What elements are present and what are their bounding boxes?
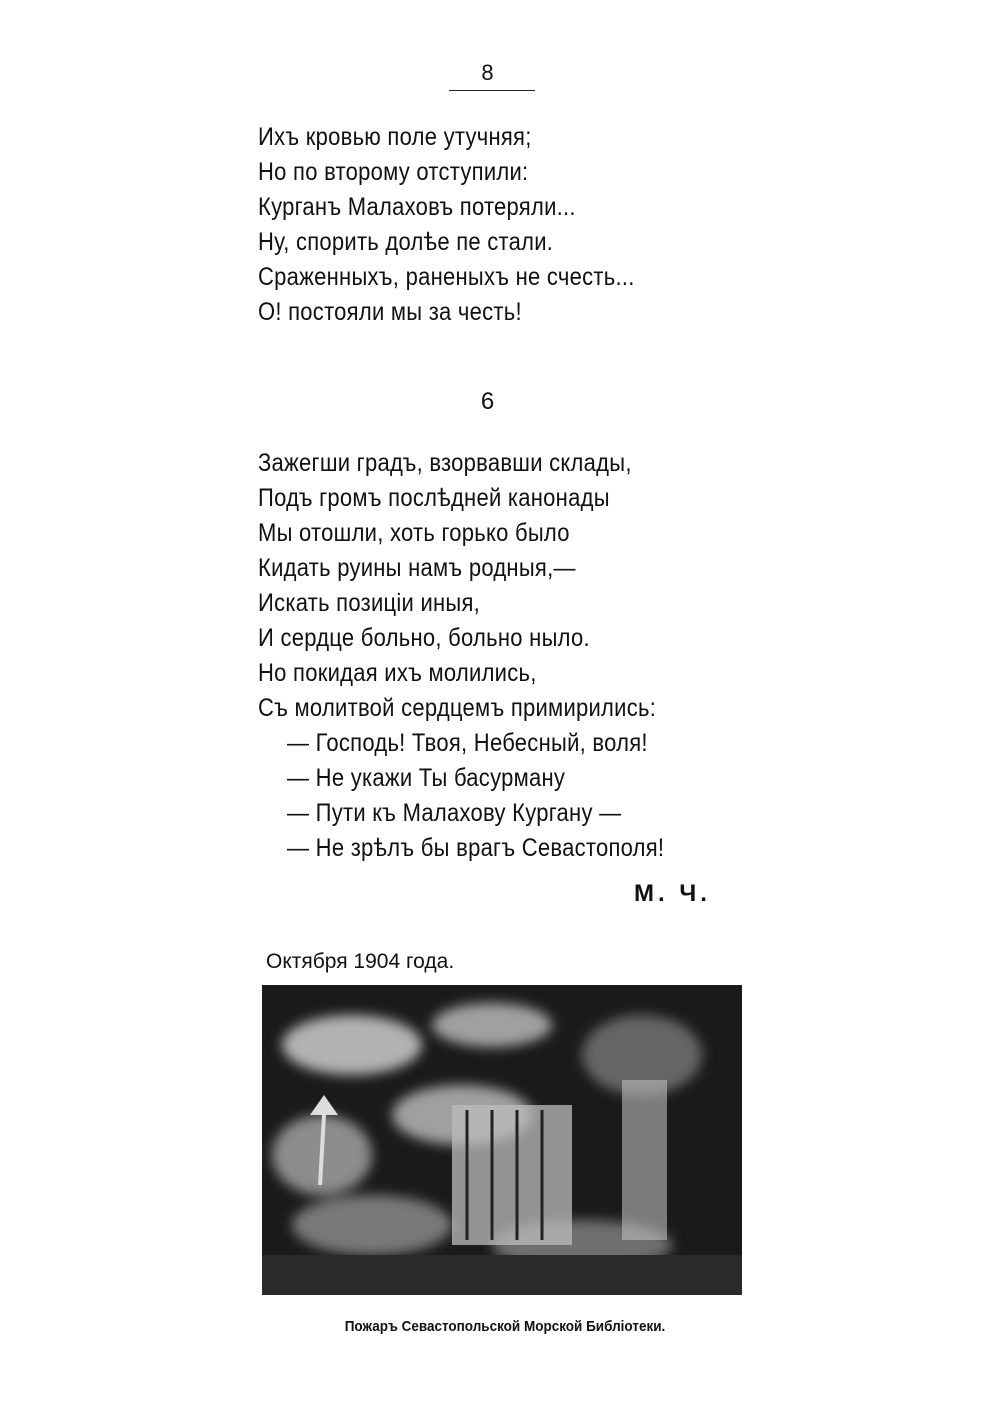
verse-line: Но по второму отступили: <box>258 158 529 186</box>
verse-line: И сердце больно, больно ныло. <box>258 624 590 652</box>
stanza-top <box>258 120 686 330</box>
date: Октября 1904 года. <box>266 950 455 973</box>
signature: М. Ч. <box>634 880 711 907</box>
verse-line: — Пути къ Малахову Кургану — <box>287 799 622 827</box>
verse-line: Съ молитвой сердцемъ примирились: <box>258 694 657 722</box>
library-fire-photo <box>262 985 742 1295</box>
verse-line: Но покидая ихъ молились, <box>258 659 537 687</box>
verse-line: Ну, спорить долѣе пе стали. <box>258 228 554 256</box>
verse-line: О! постояли мы за честь! <box>258 298 522 326</box>
verse-line: Курганъ Малаховъ потеряли... <box>258 193 576 221</box>
verse-line: Кидать руины намъ родныя,— <box>258 554 576 582</box>
verse-line: Мы отошли, хоть горько было <box>258 519 570 547</box>
verse-line: Подъ громъ послѣдней канонады <box>258 484 610 512</box>
header-rule <box>449 90 535 91</box>
verse-line: Сраженныхъ, раненыхъ не счесть... <box>258 263 635 291</box>
photo-caption: Пожаръ Севастопольской Морской Библіотеки. <box>344 1318 666 1335</box>
stanza-six <box>258 446 720 866</box>
page-number: 8 <box>481 60 494 85</box>
verse-line: — Не зрѣлъ бы врагъ Севастополя! <box>287 834 665 862</box>
verse-line: — Не укажи Ты басурману <box>287 764 566 792</box>
photo-image <box>262 985 742 1295</box>
verse-line: Искать позиціи иныя, <box>258 589 481 617</box>
verse-line: Ихъ кровью поле утучняя; <box>258 123 532 151</box>
verse-line: — Господь! Твоя, Небесный, воля! <box>287 729 648 757</box>
section-number: 6 <box>480 388 495 415</box>
verse-line: Зажегши градъ, взорвавши склады, <box>258 449 632 477</box>
